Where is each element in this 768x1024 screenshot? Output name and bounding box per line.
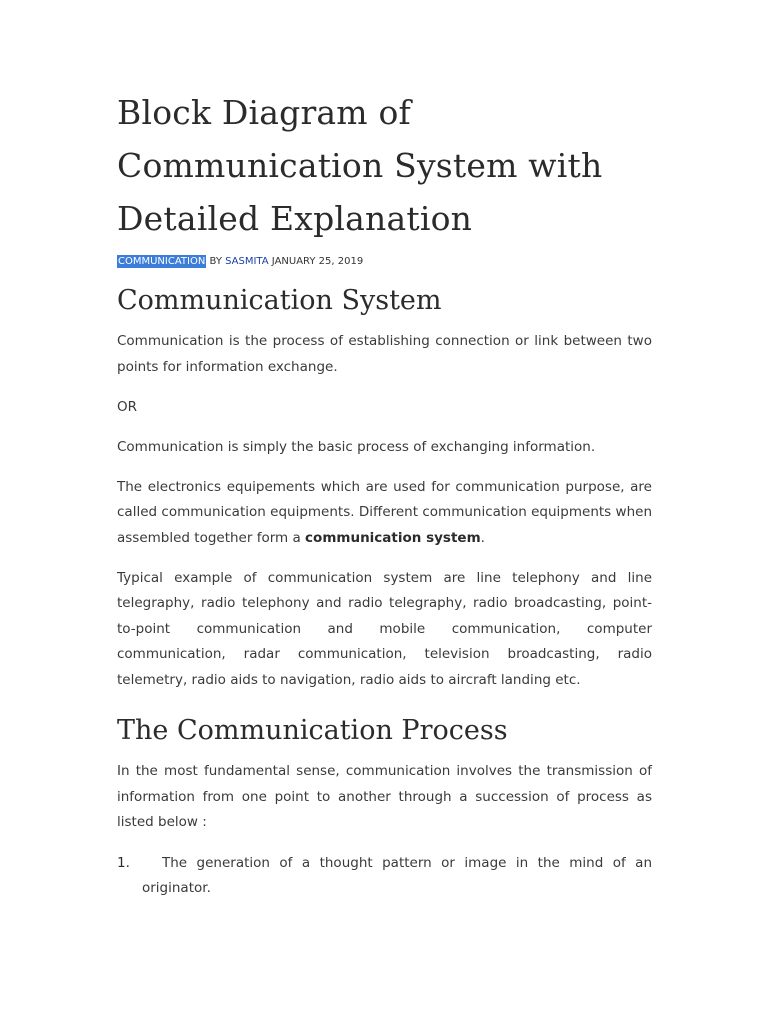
section-heading-communication-system: Communication System [117,285,442,316]
article-title: Block Diagram of Communication System with Detailed Explanation [117,93,603,238]
paragraph-equipments [117,475,652,552]
list-item-number: 1. [117,854,130,871]
paragraph-suffix: . [480,529,485,546]
meta-by: BY [209,256,222,267]
paragraph: Typical example of communication system are line telephony and line telegraphy, radio telephony and radio telegraphy, radio broadcasting, point-to-point communication and mobile communication, computer communication, radar communication, television broadcasting, radio telemetry, radio aids to navigation, radio aids to aircraft landing etc. [117,569,652,688]
bold-term: communication system [305,529,481,546]
paragraph-text: The electronics equipements which are used for communication purpose, are called communication equipments. Different communication equipments when assembled together form a [117,478,652,546]
list-item [117,851,652,902]
author-link[interactable]: SASMITA [225,256,269,267]
post-date: JANUARY 25, 2019 [271,256,364,267]
paragraph-or: OR [117,398,138,415]
section-heading-communication-process: The Communication Process [117,715,508,746]
process-list [117,851,652,902]
paragraph: Communication is simply the basic process of exchanging information. [117,438,596,455]
article [117,86,652,902]
article-meta [117,255,652,269]
list-item-text: The generation of a thought pattern or image in the mind of an originator. [142,854,652,896]
paragraph: In the most fundamental sense, communication involves the transmission of information from one point to another through a succession of process as listed below : [117,763,652,830]
paragraph: Communication is the process of establishing connection or link between two points for information exchange. [117,333,652,375]
category-link[interactable]: COMMUNICATION [118,256,206,267]
